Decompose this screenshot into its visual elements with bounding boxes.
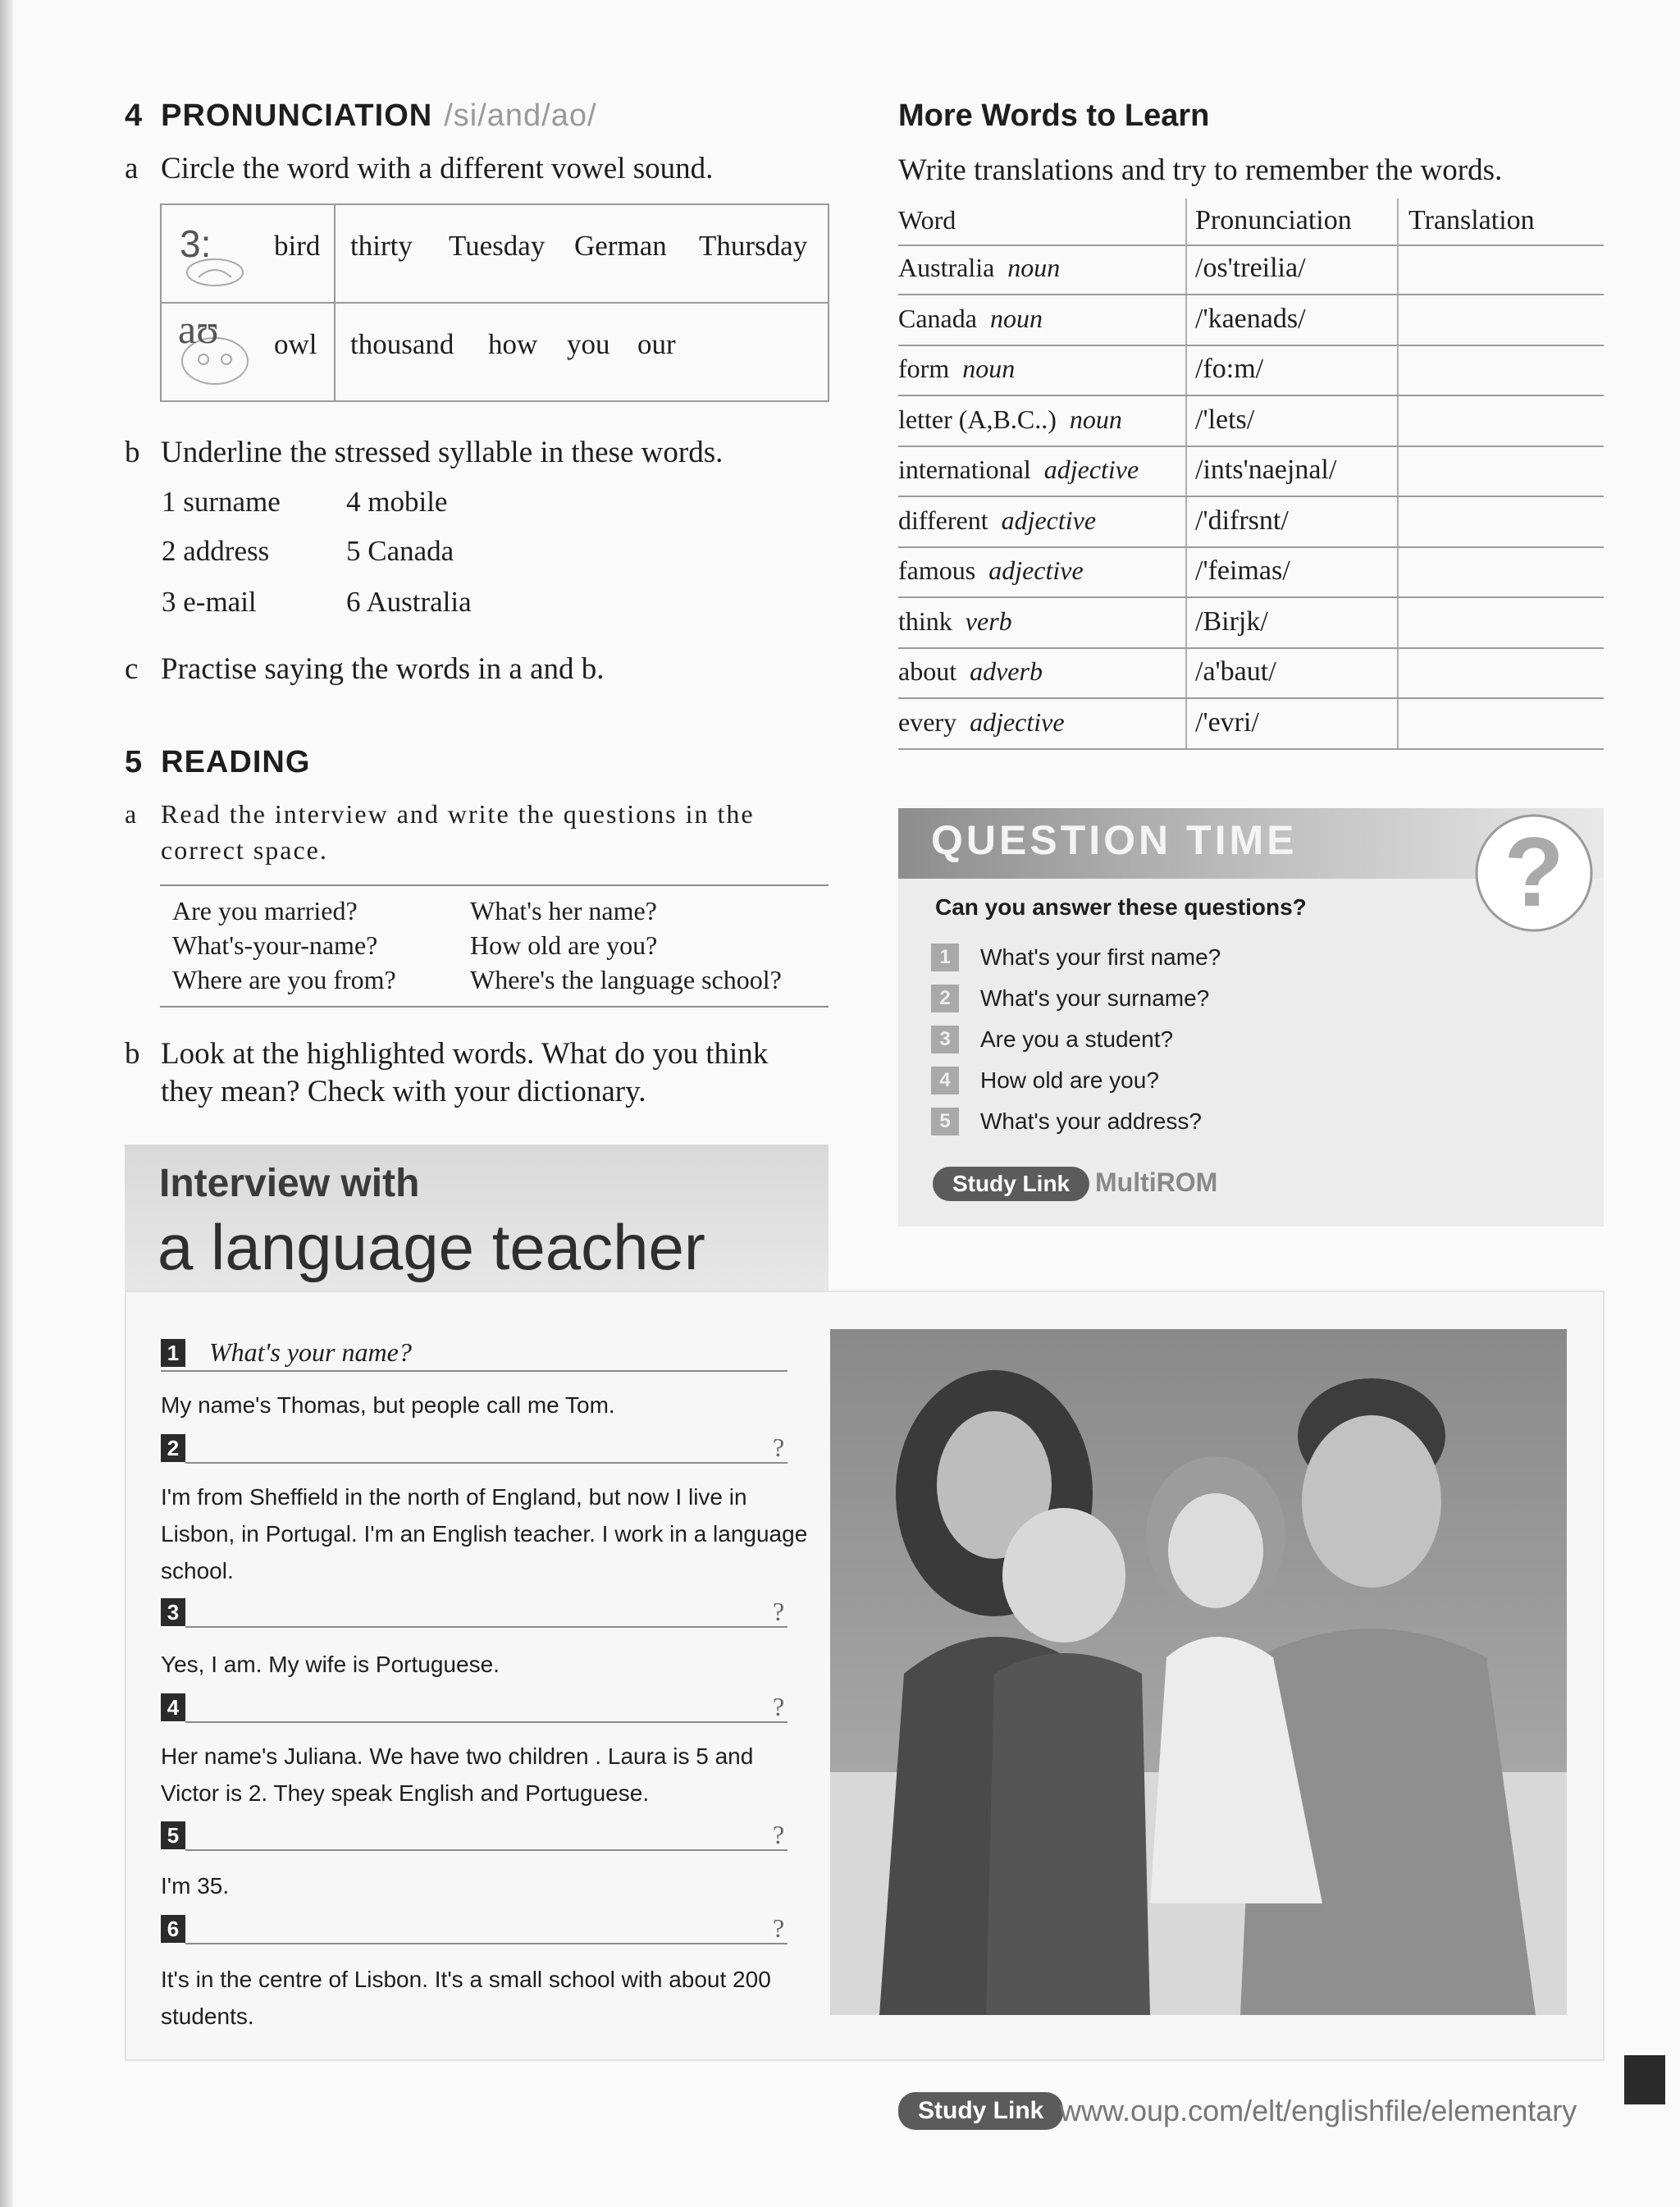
vowel-symbol-bird: 3:	[180, 222, 212, 265]
vocab-pronunciation: /os'treilia/	[1195, 253, 1306, 283]
question-number-badge: 2	[161, 1434, 185, 1462]
question-option: How old are you?	[470, 930, 658, 960]
vocab-word: international	[898, 455, 1031, 484]
page-corner-tab	[1624, 2055, 1665, 2104]
vocab-word-cell	[898, 505, 1096, 536]
instruction-text: Read the interview and write the questions in the	[161, 799, 755, 829]
translation-field[interactable]	[1408, 404, 1597, 446]
interview-answer: It's in the centre of Lisbon. It's a small school with about 200 students.	[161, 1967, 771, 2029]
section-title: READING	[161, 745, 311, 779]
interview-title-line1: Interview with	[159, 1162, 420, 1205]
more-words-instruction: Write translations and try to remember the words.	[898, 153, 1503, 187]
interview-title-banner	[125, 1145, 829, 1291]
interview-answer: I'm from Sheffield in the north of England, but now I live in Lisbon, in Portugal. I'm an English teacher. I work in a language school.	[161, 1484, 808, 1583]
vocab-word: famous	[898, 555, 976, 585]
vocab-pronunciation: /ints'naejnal/	[1195, 455, 1337, 485]
translation-field[interactable]	[1408, 354, 1597, 395]
pronunciation-a-instruction	[125, 151, 713, 186]
vocab-pronunciation: /'difrsnt/	[1195, 505, 1289, 536]
interview-answer: Her name's Juliana. We have two children . Laura is 5 and Victor is 2. They speak English and Portuguese.	[161, 1743, 754, 1806]
question-write-line[interactable]	[185, 1943, 788, 1944]
part-of-speech: noun	[989, 303, 1043, 333]
vocab-word-cell	[898, 455, 1139, 485]
footer-url-link[interactable]: www.oup.com/elt/englishfile/elementary	[1060, 2094, 1577, 2127]
vocab-word-cell	[898, 555, 1084, 586]
vowel-sound-table	[160, 203, 829, 402]
reading-heading	[125, 745, 310, 780]
vowel-word[interactable]: German	[574, 230, 667, 262]
vocabulary-row	[898, 244, 1604, 295]
stress-word[interactable]: 5 Canada	[346, 535, 454, 567]
question-write-line[interactable]	[185, 1462, 788, 1464]
vocab-pronunciation: /fo:m/	[1195, 354, 1264, 384]
instruction-text: Practise saying the words in a and b.	[161, 652, 605, 686]
question-write-line[interactable]	[185, 1849, 788, 1851]
vocab-word: form	[898, 354, 950, 383]
vocabulary-row	[898, 446, 1604, 497]
vocab-word: about	[898, 656, 957, 686]
reading-b-instruction	[125, 1035, 768, 1111]
question-time-panel	[898, 808, 1604, 1227]
question-number-badge: 3	[931, 1026, 959, 1053]
question-option: Where's the language school?	[470, 965, 782, 994]
vocabulary-row	[898, 497, 1604, 548]
multirom-label[interactable]: MultiROM	[1095, 1167, 1218, 1197]
vocabulary-row	[898, 648, 1604, 699]
translation-field[interactable]	[1408, 555, 1597, 596]
more-words-title: More Words to Learn	[898, 98, 1210, 133]
vocab-pronunciation: /a'baut/	[1195, 656, 1276, 687]
part-of-speech: noun	[962, 354, 1016, 383]
question-write-line[interactable]	[185, 1721, 788, 1723]
vocab-word: different	[898, 505, 988, 535]
vocabulary-row	[898, 547, 1604, 598]
phonetic-label: /si/and/ao/	[444, 98, 597, 133]
vocab-word: Canada	[898, 303, 977, 333]
column-header-translation: Translation	[1408, 205, 1535, 235]
column-header-word: Word	[898, 205, 956, 235]
vocab-word-cell	[898, 304, 1043, 334]
vocab-word: letter (A,B.C..)	[898, 404, 1057, 434]
vocab-word-cell	[898, 656, 1043, 687]
pronunciation-heading	[125, 98, 597, 134]
interview-title-line2: a language teacher	[158, 1211, 705, 1283]
vocab-word-cell	[898, 707, 1065, 738]
part-of-speech: adjective	[1001, 505, 1097, 535]
vowel-word[interactable]: thirty	[350, 230, 413, 262]
question-options-box	[160, 884, 829, 1008]
vocab-pronunciation: /'lets/	[1195, 404, 1255, 435]
vocab-word: think	[898, 605, 952, 636]
question-time-item: How old are you?	[980, 1067, 1159, 1093]
item-letter: a	[125, 799, 139, 829]
answer-line	[161, 1370, 788, 1372]
section-number: 4	[125, 98, 144, 133]
table-header-row	[898, 199, 1604, 246]
translation-field[interactable]	[1408, 707, 1597, 748]
item-letter: c	[125, 652, 139, 686]
vocabulary-row	[898, 699, 1604, 750]
vocabulary-row	[898, 396, 1604, 447]
stress-word[interactable]: 2 address	[162, 535, 270, 567]
vowel-word[interactable]: our	[637, 328, 676, 360]
question-time-prompt: Can you answer these questions?	[935, 894, 1307, 920]
vowel-word[interactable]: Tuesday	[449, 230, 546, 262]
question-time-title: QUESTION TIME	[931, 817, 1298, 863]
table-divider	[162, 302, 828, 304]
page-edge-shadow	[0, 0, 13, 2207]
vowel-symbol-owl: aʊ	[178, 306, 219, 352]
vowel-word[interactable]: how	[488, 328, 538, 360]
question-time-item: What's your address?	[980, 1108, 1202, 1134]
question-mark: ?	[773, 1913, 785, 1943]
column-header-pronunciation: Pronunciation	[1195, 205, 1352, 235]
vocab-pronunciation: /'feimas/	[1195, 555, 1290, 586]
pronunciation-c-instruction	[125, 651, 605, 687]
question-number-badge: 4	[931, 1067, 959, 1094]
vocab-word-cell	[898, 606, 1012, 637]
question-number-badge: 3	[161, 1598, 185, 1626]
question-number-badge: 5	[931, 1108, 959, 1135]
section-number: 5	[125, 745, 144, 779]
pronunciation-b-instruction	[125, 435, 723, 470]
instruction-text: Circle the word with a different vowel sound.	[161, 152, 714, 185]
vocab-pronunciation: /Birjk/	[1195, 605, 1268, 637]
interview-answer: Yes, I am. My wife is Portuguese.	[161, 1652, 500, 1677]
translation-field[interactable]	[1408, 505, 1597, 546]
study-link-badge[interactable]: Study Link	[933, 1167, 1089, 1201]
translation-field[interactable]	[1408, 455, 1597, 496]
vocab-pronunciation: /'evri/	[1195, 706, 1259, 738]
footer-study-link-badge[interactable]: Study Link	[898, 2092, 1063, 2130]
question-mark: ?	[773, 1597, 785, 1626]
item-letter: b	[125, 1037, 140, 1071]
part-of-speech: noun	[1007, 253, 1061, 282]
vowel-example-label: bird	[274, 230, 321, 262]
question-option: What's-your-name?	[172, 930, 378, 960]
part-of-speech: verb	[965, 605, 1012, 636]
question-time-item: Are you a student?	[980, 1026, 1174, 1052]
question-option: What's her name?	[470, 896, 657, 925]
reading-a-instruction	[125, 796, 755, 868]
part-of-speech: noun	[1069, 404, 1122, 434]
question-number-badge: 2	[931, 985, 959, 1012]
vowel-word[interactable]: Thursday	[699, 230, 808, 262]
vocabulary-row	[898, 598, 1604, 649]
part-of-speech: adjective	[988, 555, 1084, 585]
vocab-word: Australia	[898, 253, 995, 282]
vocab-word-cell	[898, 404, 1122, 435]
interview-answer: I'm 35.	[161, 1873, 230, 1899]
table-divider	[334, 205, 336, 400]
stress-word[interactable]: 3 e-mail	[162, 586, 257, 618]
vocab-pronunciation: /'kaenads/	[1195, 303, 1306, 334]
part-of-speech: adjective	[970, 706, 1065, 737]
instruction-text: they mean? Check with your dictionary.	[161, 1075, 646, 1108]
vocab-word-cell	[898, 253, 1060, 283]
interview-answer: My name's Thomas, but people call me Tom.	[161, 1392, 615, 1418]
question-mark: ?	[773, 1820, 785, 1849]
vowel-word[interactable]: thousand	[350, 328, 454, 360]
question-number-badge: 5	[161, 1821, 185, 1849]
question-mark: ?	[773, 1432, 785, 1462]
instruction-text: Look at the highlighted words. What do you think	[161, 1037, 769, 1071]
translation-field[interactable]	[1408, 656, 1597, 697]
svg-text:?: ?	[1504, 817, 1564, 927]
stress-word[interactable]: 4 mobile	[346, 486, 448, 518]
part-of-speech: adverb	[970, 656, 1043, 686]
vocabulary-row	[898, 295, 1604, 346]
question-option: Where are you from?	[172, 965, 396, 994]
interview-question: What's your name?	[209, 1337, 412, 1367]
instruction-text: correct space.	[161, 835, 328, 865]
stress-word[interactable]: 1 surname	[162, 486, 281, 518]
section-title: PRONUNCIATION	[161, 98, 433, 133]
translation-field[interactable]	[1408, 253, 1597, 294]
part-of-speech: adjective	[1043, 455, 1139, 484]
stress-word[interactable]: 6 Australia	[346, 586, 472, 618]
question-mark: ?	[773, 1692, 785, 1721]
vocab-word-cell	[898, 354, 1015, 384]
question-number-badge: 4	[161, 1693, 185, 1721]
item-letter: a	[125, 152, 139, 185]
question-number-badge: 1	[931, 944, 959, 971]
question-number-badge: 6	[161, 1915, 185, 1943]
question-time-item: What's your first name?	[980, 944, 1221, 970]
question-write-line[interactable]	[185, 1626, 788, 1628]
question-option: Are you married?	[172, 896, 358, 925]
family-photo	[830, 1329, 1567, 2015]
item-letter: b	[125, 436, 140, 469]
translation-field[interactable]	[1408, 606, 1597, 647]
vowel-example-label: owl	[274, 328, 317, 360]
vowel-word[interactable]: you	[567, 328, 610, 360]
instruction-text: Underline the stressed syllable in these words.	[161, 436, 724, 469]
question-time-item: What's your surname?	[980, 985, 1210, 1011]
translation-field[interactable]	[1408, 304, 1597, 345]
question-number-badge: 1	[161, 1339, 185, 1367]
vocabulary-row	[898, 345, 1604, 396]
question-mark-icon	[1472, 811, 1596, 934]
vocab-word: every	[898, 706, 957, 737]
